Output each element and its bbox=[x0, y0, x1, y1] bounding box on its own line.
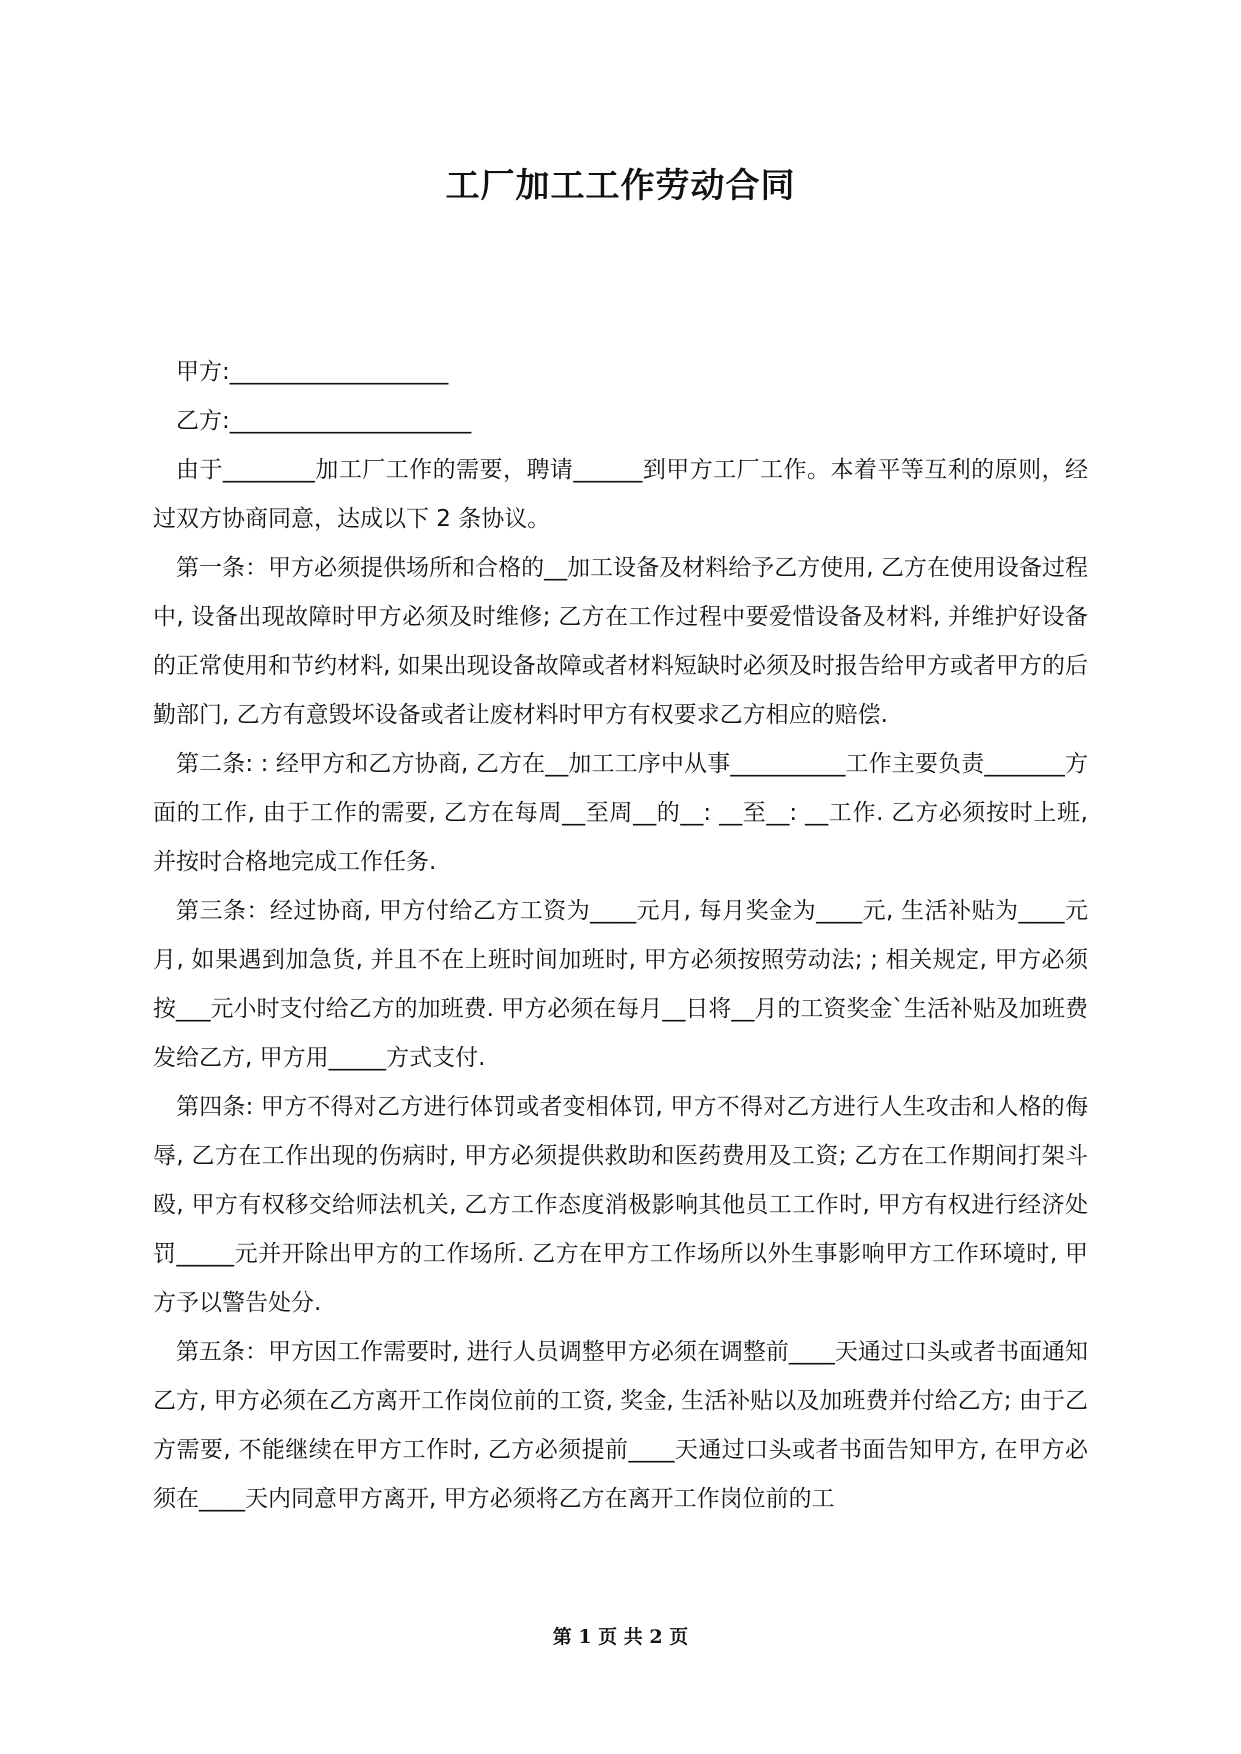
document-body bbox=[153, 348, 1088, 1524]
article-2-paragraph: 第二条: : 经甲方和乙方协商, 乙方在__加工工序中从事__________工作主要负责_______方面的工作, 由于工作的需要, 乙方在每周__至周__的__: __至__: __工作. 乙方必须按时上班, 并按时合格地完成工作任务. bbox=[153, 751, 1088, 875]
page-number-footer: 第 1 页 共 2 页 bbox=[552, 1626, 689, 1648]
party-b-line: 乙方:_____________________ bbox=[176, 408, 472, 434]
article-3-paragraph: 第三条：经过协商, 甲方付给乙方工资为____元月, 每月奖金为____元, 生活补贴为____元月, 如果遇到加急货, 并且不在上班时间加班时, 甲方必须按照劳动法; ; 相关规定, 甲方必须按___元小时支付给乙方的加班费. 甲方必须在每月__日将__月的工资奖金`生活补贴及加班费发给乙方, 甲方用_____方式支付. bbox=[153, 898, 1088, 1071]
preamble-paragraph: 由于________加工厂工作的需要，聘请______到甲方工厂工作。本着平等互利的原则，经过双方协商同意，达成以下 2 条协议。 bbox=[153, 457, 1088, 532]
article-5-paragraph: 第五条：甲方因工作需要时, 进行人员调整甲方必须在调整前____天通过口头或者书面通知乙方, 甲方必须在乙方离开工作岗位前的工资, 奖金, 生活补贴以及加班费并付给乙方; 由于乙方需要, 不能继续在甲方工作时, 乙方必须提前____天通过口头或者书面告知甲方, 在甲方必须在____天内同意甲方离开, 甲方必须将乙方在离开工作岗位前的工 bbox=[153, 1339, 1088, 1512]
document-title: 工厂加工工作劳动合同 bbox=[445, 166, 796, 206]
article-4-paragraph: 第四条: 甲方不得对乙方进行体罚或者变相体罚, 甲方不得对乙方进行人生攻击和人格的侮辱, 乙方在工作出现的伤病时, 甲方必须提供救助和医药费用及工资; 乙方在工作期间打架斗殴, 甲方有权移交给师法机关, 乙方工作态度消极影响其他员工工作时, 甲方有权进行经济处罚_____元并开除出甲方的工作场所. 乙方在甲方工作场所以外生事影响甲方工作环境时, 甲方予以警告处分. bbox=[153, 1094, 1088, 1316]
party-a-line: 甲方:___________________ bbox=[176, 359, 449, 385]
article-1-paragraph: 第一条：甲方必须提供场所和合格的__加工设备及材料给予乙方使用, 乙方在使用设备过程中, 设备出现故障时甲方必须及时维修; 乙方在工作过程中要爱惜设备及材料, 并维护好设备的正常使用和节约材料, 如果出现设备故障或者材料短缺时必须及时报告给甲方或者甲方的后勤部门, 乙方有意毁坏设备或者让废材料时甲方有权要求乙方相应的赔偿. bbox=[153, 555, 1088, 728]
